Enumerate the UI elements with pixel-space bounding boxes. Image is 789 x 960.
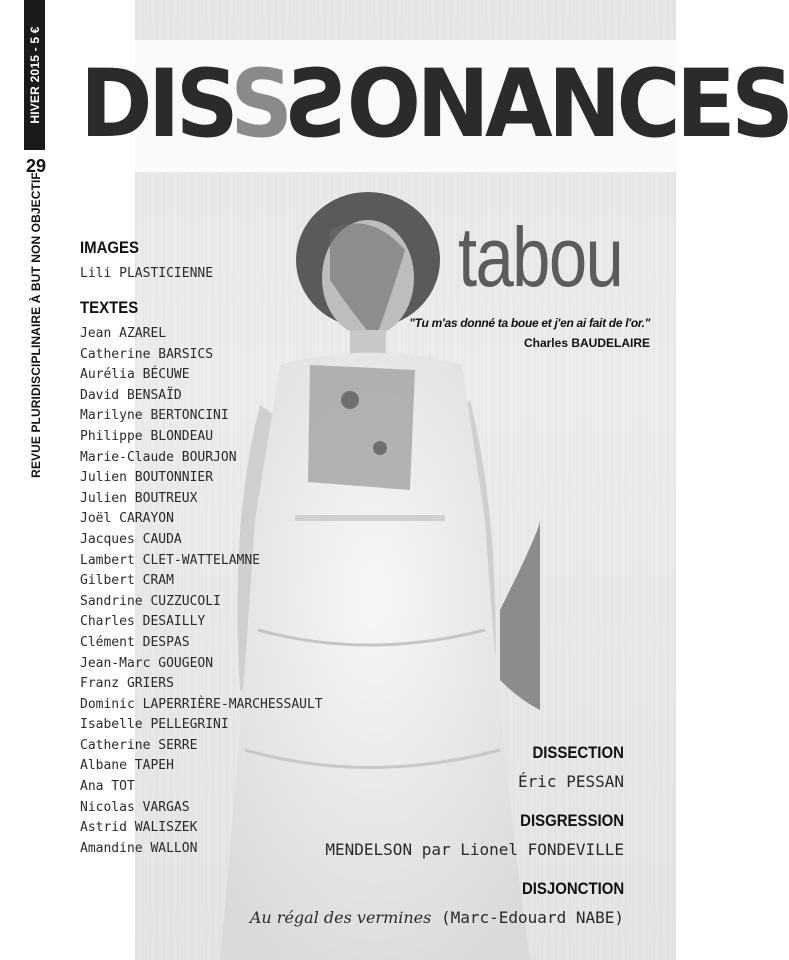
- disjonction-work-title: Au régal des vermines: [249, 908, 432, 927]
- contributor-name: Jean AZAREL: [80, 326, 167, 341]
- contributor-name: Albane TAPEH: [80, 758, 174, 774]
- contributor-name: Gilbert CRAM: [80, 573, 174, 589]
- contributor-name: Franz GRIERS: [80, 676, 174, 692]
- contributors-list: [80, 324, 323, 859]
- title-part-2: ONANCES: [346, 50, 789, 159]
- dissection-author: Éric PESSAN: [518, 772, 624, 791]
- contributor-name: Charles DESAILLY: [80, 614, 206, 630]
- texts-heading: TEXTES: [80, 298, 139, 317]
- contributor-name: Philippe BLONDEAU: [80, 428, 214, 444]
- issue-season-price: HIVER 2015 - 5 €: [28, 26, 42, 124]
- contributor-name: Clément DESPAS: [80, 634, 190, 650]
- contributor-name: Marie-Claude BOURJON: [80, 449, 237, 465]
- contributor-name: David BENSAÏD: [80, 387, 182, 403]
- contributor-name: Ana TOT: [80, 779, 135, 795]
- disjonction-body: [250, 908, 624, 927]
- contributor-name: Julien BOUTONNIER: [80, 470, 214, 486]
- contributor-name: Astrid WALISZEK: [80, 820, 198, 836]
- disgression-body: MENDELSON par Lionel FONDEVILLE: [325, 840, 624, 859]
- magazine-subtitle: REVUE PLURIDISCIPLINAIRE À BUT NON OBJECTIF: [29, 172, 43, 478]
- epigraph-quote: "Tu m'as donné ta boue et j'en ai fait de l'or.": [409, 316, 650, 330]
- contributor-name: Lambert CLET-WATTELAMNE: [80, 552, 261, 568]
- contributor-name: Julien BOUTREUX: [80, 490, 198, 506]
- issue-theme: tabou: [458, 210, 623, 304]
- contributor-name: Amandine WALLON: [80, 840, 198, 856]
- disjonction-heading: DISJONCTION: [521, 879, 624, 898]
- contributor-name: Aurélia BÉCUWE: [80, 367, 190, 383]
- contributor-name: Joël CARAYON: [80, 511, 174, 527]
- title-reversed-letter: S: [288, 50, 347, 159]
- dissection-heading: DISSECTION: [532, 743, 624, 762]
- epigraph-author: Charles BAUDELAIRE: [523, 336, 650, 350]
- contributor-name: Marilyne BERTONCINI: [80, 408, 229, 424]
- contributor-name: Catherine BARSICS: [80, 346, 214, 362]
- disjonction-author: (Marc-Edouard NABE): [431, 908, 624, 927]
- contributor-name: Jean-Marc GOUGEON: [80, 655, 214, 671]
- contributor-name: Jacques CAUDA: [80, 531, 182, 547]
- contributor-name: Sandrine CUZZUCOLI: [80, 593, 221, 609]
- disgression-heading: DISGRESSION: [520, 811, 624, 830]
- issue-number: 29: [25, 156, 47, 176]
- images-heading: IMAGES: [80, 238, 140, 257]
- contributor-name: Dominic LAPERRIÈRE-MARCHESSAULT: [80, 696, 323, 712]
- magazine-title: [80, 50, 789, 160]
- contributor-name: Nicolas VARGAS: [80, 799, 190, 815]
- contributor-name: Isabelle PELLEGRINI: [80, 717, 229, 733]
- images-artist: Lili PLASTICIENNE: [80, 266, 214, 281]
- title-part-1: DIS: [80, 50, 231, 159]
- contributor-name: Catherine SERRE: [80, 737, 198, 753]
- title-grey-letter: S: [230, 50, 289, 159]
